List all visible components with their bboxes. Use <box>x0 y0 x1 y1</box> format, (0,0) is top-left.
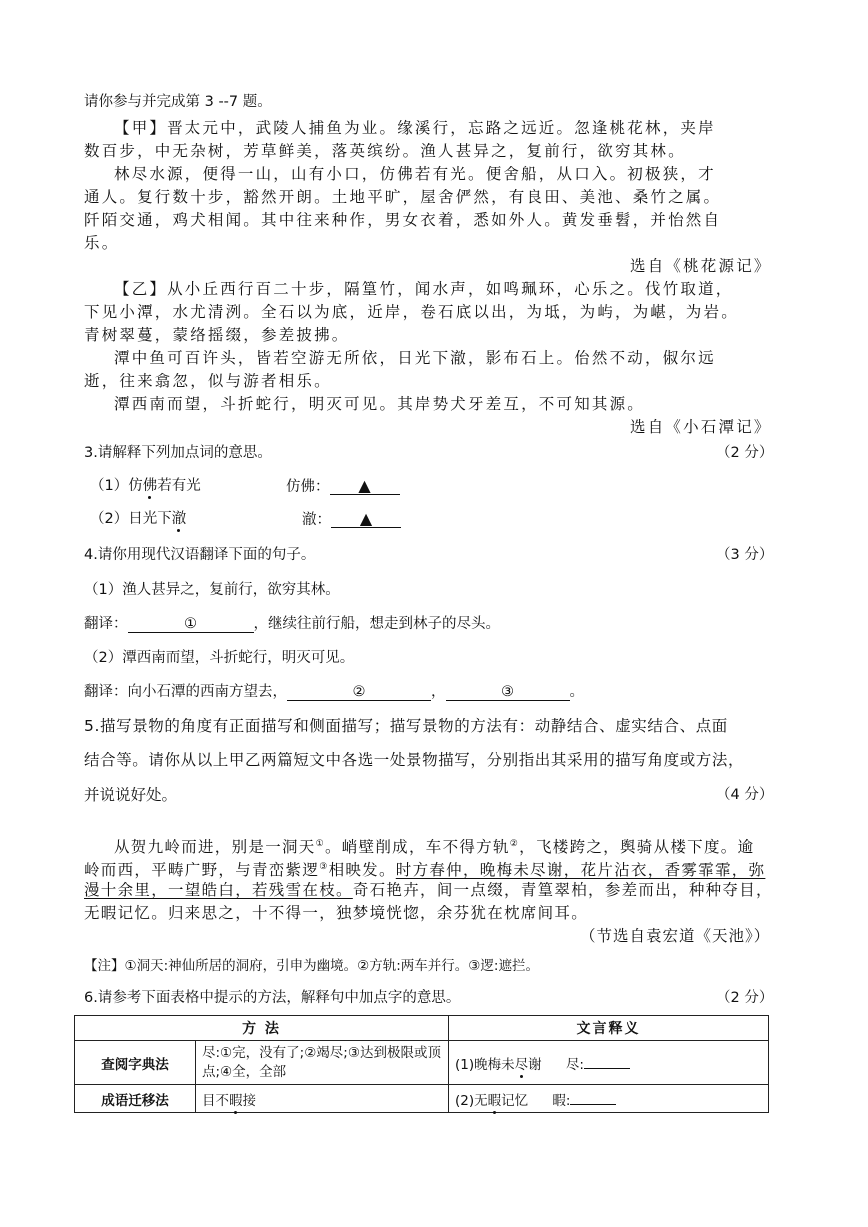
q6-stem: 6.请参考下面表格中提示的方法，解释句中加点字的意思。 <box>84 990 461 1006</box>
q5-line1: 5.描写景物的角度有正面描写和侧面描写；描写景物的方法有：动静结合、虚实结合、点面 <box>84 717 728 735</box>
method-name: 成语迁移法 <box>75 1085 196 1113</box>
q3-score: （2 分） <box>716 445 774 461</box>
passage-c-line3: 漫十余里，一望皓白，若残雪在枝。奇石艳卉，间一点缀，青篁翠柏，参差而出，种种夺目， <box>84 881 773 899</box>
method-hint: 目不暇接 <box>196 1085 449 1113</box>
passage-a-line3: 林尽水源，便得一山，山有小口，仿佛若有光。便舍船，从口入。初极狭，才 <box>114 165 716 183</box>
passage-b-line2: 下见小潭，水尤清洌。全石以为底，近岸，卷石底以出，为坻，为屿，为嵁，为岩。 <box>84 303 739 321</box>
q4-sentence1: （1）渔人甚异之，复前行，欲穷其林。 <box>84 582 340 598</box>
dotted-char: 暇 <box>487 1092 502 1109</box>
underlined-sentence: 漫十余里，一望皓白，若残雪在枝。 <box>84 881 353 899</box>
q3-item2-answer: 澈： ▲ <box>302 509 401 530</box>
method-table <box>74 1015 769 1113</box>
dotted-char: 佛 <box>142 478 158 494</box>
dotted-char: 澈 <box>171 511 187 527</box>
header-method: 方 法 <box>75 1016 449 1041</box>
table-row <box>75 1085 769 1113</box>
answer-blank[interactable]: ▲ <box>330 476 400 495</box>
explanation-cell: (1)晚梅未尽谢 尽: <box>449 1041 769 1085</box>
passage-c-source: （节选自袁宏道《天池》） <box>580 927 771 945</box>
q5-line3: 并说说好处。 <box>84 786 178 804</box>
passage-a-line1: 【甲】晋太元中，武陵人捕鱼为业。缘溪行，忘路之远近。忽逢桃花林，夹岸 <box>114 119 716 137</box>
passage-a-line4: 通人。复行数十步，豁然开朗。土地平旷，屋舍俨然，有良田、美池、桑竹之属。 <box>84 188 722 206</box>
passage-b-line1: 【乙】从小丘西行百二十步，隔篁竹，闻水声，如鸣珮环，心乐之。伐竹取道， <box>114 280 734 298</box>
passage-a-line2: 数百步，中无杂树，芳草鲜美，落英缤纷。渔人甚异之，复前行，欲穷其林。 <box>84 142 686 160</box>
method-name: 查阅字典法 <box>75 1041 196 1085</box>
passage-b-line5: 逝，往来翕忽，似与游者相乐。 <box>84 372 332 390</box>
intro-text: 请你参与并完成第 3 --7 题。 <box>84 94 272 110</box>
dotted-char: 尽 <box>514 1056 529 1073</box>
q4-sentence2: （2）潭西南而望，斗折蛇行，明灭可见。 <box>84 650 355 666</box>
passage-a-line6: 乐。 <box>84 234 120 252</box>
passage-c-line4: 无暇记忆。归来思之，十不得一，独梦境恍惚，余芬犹在枕席间耳。 <box>84 904 589 922</box>
q4-translation1: 翻译： ① ，继续往前行船，想走到林子的尽头。 <box>84 616 500 632</box>
method-hint: 尽:①完，没有了;②竭尽;③达到极限或顶点;④全，全部 <box>196 1041 449 1085</box>
passage-a-line5: 阡陌交通，鸡犬相闻。其中往来种作，男女衣着，悉如外人。黄发垂髫，并怡然自 <box>84 211 722 229</box>
q4-stem: 4.请你用现代汉语翻译下面的句子。 <box>84 547 316 563</box>
passage-c-line2: 岭而西，平畴广野，与青峦紫逻③相映发。时方春仲，晚梅未尽谢，花片沾衣，香雾霏霏，弥 <box>84 861 766 880</box>
q5-score: （4 分） <box>716 787 774 803</box>
answer-blank[interactable] <box>570 1090 616 1105</box>
q4-translation2: 翻译：向小石潭的西南方望去， ② ， ③ 。 <box>84 684 584 700</box>
q3-item1: （1）仿佛若有光 <box>90 478 201 494</box>
answer-blank-1[interactable]: ① <box>128 614 254 633</box>
answer-blank-3[interactable]: ③ <box>446 682 570 701</box>
passage-b-line3: 青树翠蔓，蒙络摇缀，参差披拂。 <box>84 326 350 344</box>
header-explanation: 文言释义 <box>449 1016 769 1041</box>
q3-item2: （2）日光下澈 <box>90 511 187 527</box>
answer-blank[interactable]: ▲ <box>331 509 401 528</box>
answer-blank-2[interactable]: ② <box>287 682 431 701</box>
passage-a-source: 选自《桃花源记》 <box>630 257 772 275</box>
explanation-cell: (2)无暇记忆 暇: <box>449 1085 769 1113</box>
underlined-sentence: 时方春仲，晚梅未尽谢，花片沾衣，香雾霏霏，弥 <box>395 861 766 880</box>
q5-line2: 结合等。请你从以上甲乙两篇短文中各选一处景物描写，分别指出其采用的描写角度或方法， <box>84 751 745 769</box>
table-header-row <box>75 1016 769 1041</box>
q3-item1-answer: 仿佛： ▲ <box>286 476 400 497</box>
footnote: 【注】①洞天:神仙所居的洞府，引申为幽境。②方轨:两车并行。③逻:遮拦。 <box>84 958 539 974</box>
passage-c-line1: 从贺九岭而进，别是一洞天①。峭壁削成，车不得方轨②，飞楼跨之，舆骑从楼下度。逾 <box>114 838 755 857</box>
table-row <box>75 1041 769 1085</box>
passage-b-line6: 潭西南而望，斗折蛇行，明灭可见。其岸势犬牙差互，不可知其源。 <box>114 395 646 413</box>
q3-stem: 3.请解释下列加点词的意思。 <box>84 445 272 461</box>
passage-b-line4: 潭中鱼可百许头，皆若空游无所依，日光下澈，影布石上。佁然不动，俶尔远 <box>114 349 716 367</box>
answer-blank[interactable] <box>584 1054 630 1069</box>
q6-score: （2 分） <box>716 990 774 1006</box>
passage-b-source: 选自《小石潭记》 <box>630 418 772 436</box>
q4-score: （3 分） <box>716 547 774 563</box>
dotted-char: 暇 <box>229 1092 243 1109</box>
